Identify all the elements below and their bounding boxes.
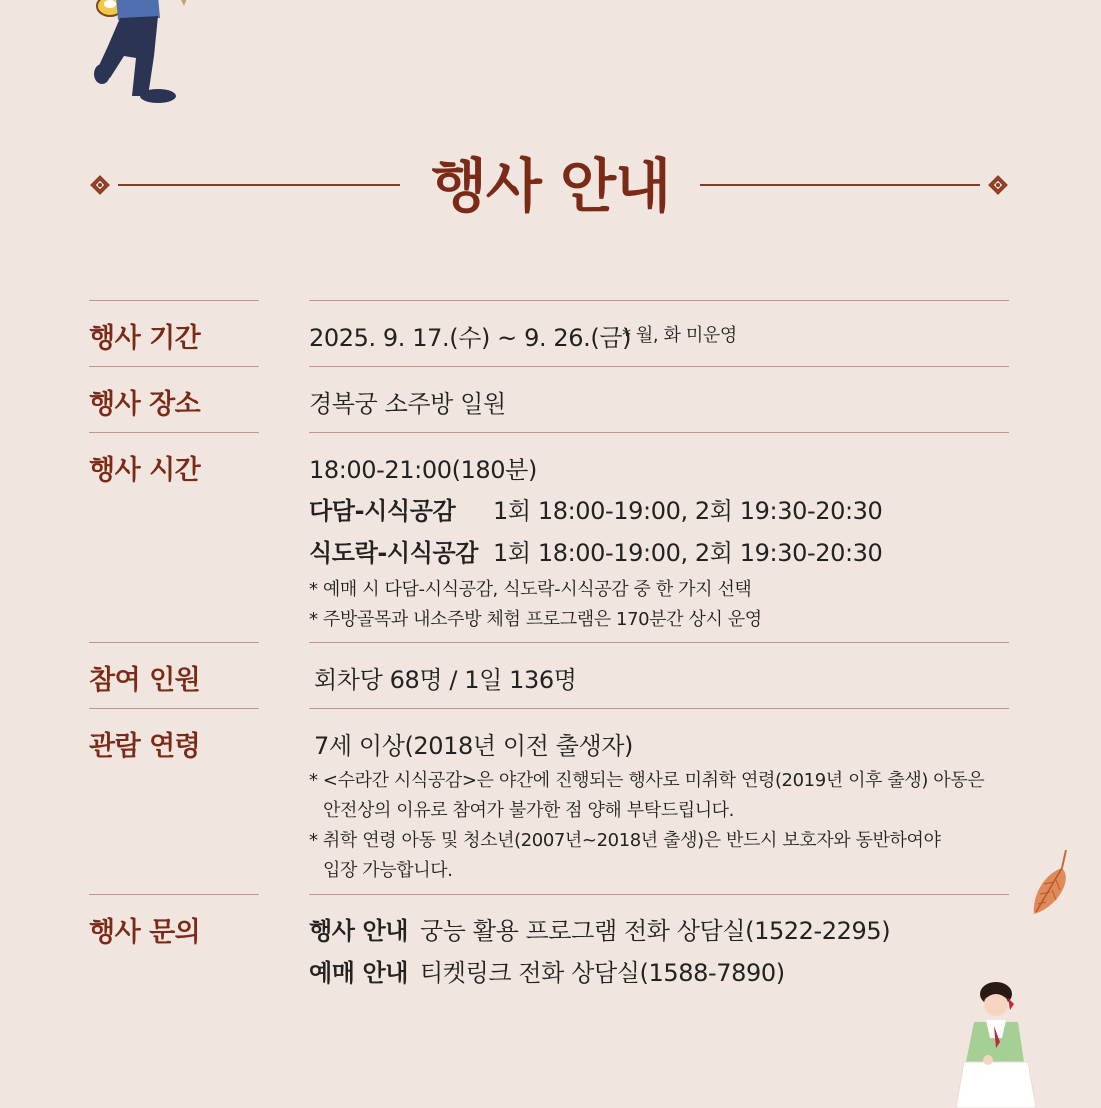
row-rule-label: [89, 300, 259, 301]
knot-ornament-icon-right: [986, 173, 1010, 197]
age-value: 7세 이상(2018년 이전 출생자): [314, 732, 634, 760]
label-age: 관람 연령: [89, 731, 201, 762]
row-rule-value: [309, 642, 1009, 643]
row-rule-label: [89, 642, 259, 643]
period-note: * 월, 화 미운영: [622, 325, 737, 346]
age-note: * <수라간 시식공감>은 야간에 진행되는 행사로 미취학 연령(2019년 이후 출생) 아동은: [309, 770, 985, 791]
inquiry-text: 티켓링크 전화 상담실(1588-7890): [420, 959, 785, 987]
session-name: 다담-시식공감: [309, 497, 456, 525]
label-capacity: 참여 인원: [89, 665, 201, 696]
leaf-icon: [1026, 846, 1074, 918]
age-note: 안전상의 이유로 참여가 불가한 점 양해 부탁드립니다.: [323, 800, 734, 821]
hanbok-woman-illustration: [950, 982, 1040, 1108]
time-value: 18:00-21:00(180분): [309, 456, 537, 484]
session-times: 1회 18:00-19:00, 2회 19:30-20:30: [493, 497, 883, 525]
figure-illustration: [88, 0, 198, 108]
inquiry-text: 궁능 활용 프로그램 전화 상담실(1522-2295): [420, 917, 891, 945]
capacity-value: 회차당 68명 / 1일 136명: [314, 666, 577, 694]
title-rule-right: [700, 184, 980, 186]
row-rule-value: [309, 366, 1009, 367]
age-note: * 취학 연령 아동 및 청소년(2007년~2018년 출생)은 반드시 보호자와 동반하여야: [309, 830, 941, 851]
row-rule-value: [309, 708, 1009, 709]
row-rule-label: [89, 894, 259, 895]
time-note: * 예매 시 다담-시식공감, 식도락-시식공감 중 한 가지 선택: [309, 579, 752, 600]
label-inquiry: 행사 문의: [89, 917, 201, 948]
period-value: 2025. 9. 17.(수) ~ 9. 26.(금): [309, 324, 632, 352]
venue-value: 경복궁 소주방 일원: [309, 390, 506, 418]
time-note: * 주방골목과 내소주방 체험 프로그램은 170분간 상시 운영: [309, 609, 762, 630]
inquiry-name: 예매 안내: [309, 959, 409, 987]
label-period: 행사 기간: [89, 323, 201, 354]
page-title: 행사 안내: [430, 152, 671, 220]
age-note: 입장 가능합니다.: [323, 860, 453, 881]
label-time: 행사 시간: [89, 455, 201, 486]
row-rule-value: [309, 300, 1009, 301]
row-rule-value: [309, 894, 1009, 895]
row-rule-value: [309, 432, 1009, 433]
label-venue: 행사 장소: [89, 389, 201, 420]
inquiry-name: 행사 안내: [309, 917, 409, 945]
row-rule-label: [89, 432, 259, 433]
row-rule-label: [89, 708, 259, 709]
row-rule-label: [89, 366, 259, 367]
session-times: 1회 18:00-19:00, 2회 19:30-20:30: [493, 539, 883, 567]
session-name: 식도락-시식공감: [309, 539, 479, 567]
